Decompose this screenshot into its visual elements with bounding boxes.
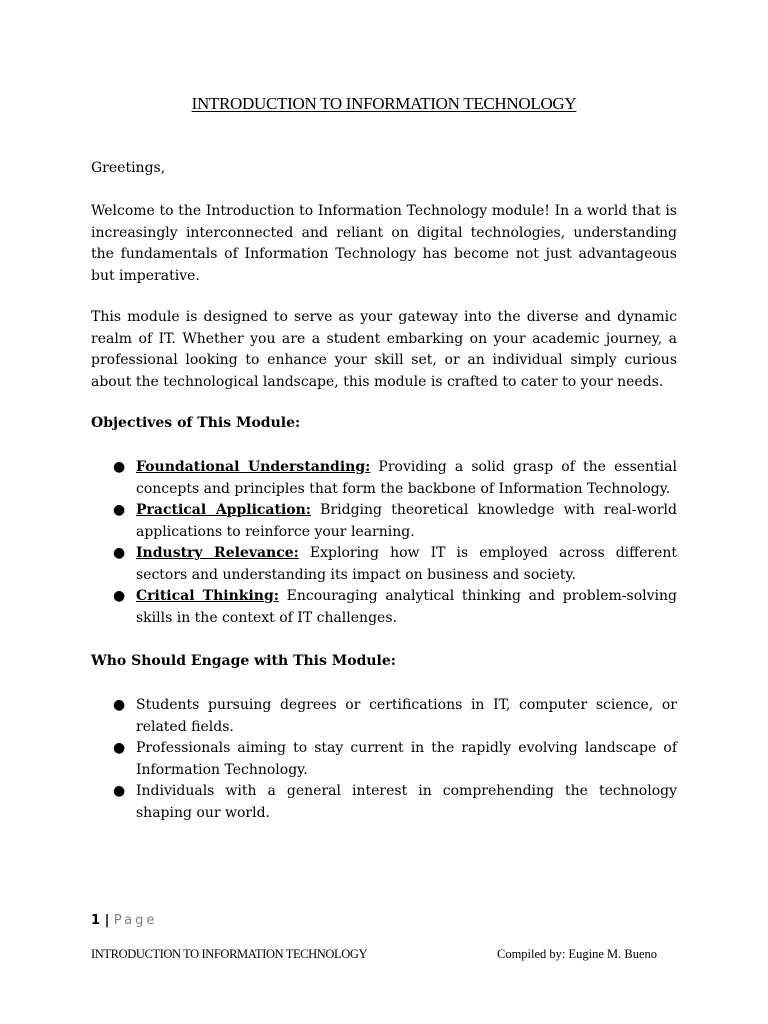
document-title: INTRODUCTION TO INFORMATION TECHNOLOGY [191,94,577,113]
list-item [91,457,677,500]
audience-heading: Who Should Engage with This Module: [91,653,396,669]
objective-text: Encouraging analytical thinking and problem-solving skills in the context of IT challenges. [136,588,677,626]
audience-text: Professionals aiming to stay current in the rapidly evolving landscape of Information Technology. [136,740,677,778]
bullet-icon: ● [113,740,126,756]
list-item [91,695,677,738]
objectives-heading: Objectives of This Module: [91,415,301,431]
greeting: Greetings, [91,160,166,176]
objective-text: Exploring how IT is employed across different sectors and understanding its impact on business and society. [136,545,677,583]
objective-term: Practical Application: [136,502,311,518]
objective-term: Industry Relevance: [136,545,299,561]
audience-text: Students pursuing degrees or certifications in IT, computer science, or related fields. [136,697,677,735]
objective-text: Providing a solid grasp of the essential concepts and principles that form the backbone of Information Technology. [136,459,677,497]
audience-list [91,695,677,824]
footer-compiler: Compiled by: Eugine M. Bueno [497,947,658,961]
page-number [91,913,157,928]
document-page [91,0,677,1024]
objectives-list [91,457,677,629]
bullet-icon: ● [113,502,126,518]
list-item [91,586,677,629]
list-item [91,781,677,824]
bullet-icon: ● [113,783,126,799]
module-description-paragraph: This module is designed to serve as your gateway into the diverse and dynamic realm of IT. Whether you are a student embarking on your academic journey, a professional looking to enhance your skill set, or an individual simply curious about the technological landscape, this module is crafted to cater to your needs. [91,309,677,390]
list-item [91,500,677,543]
intro-paragraph: Welcome to the Introduction to Information Technology module! In a world that is increasingly interconnected and reliant on digital technologies, understanding the fundamentals of Information Technology has become not just advantageous but imperative. [91,203,677,284]
audience-text: Individuals with a general interest in comprehending the technology shaping our world. [136,783,677,821]
bullet-icon: ● [113,459,126,475]
bullet-icon: ● [113,588,126,604]
objective-term: Critical Thinking: [136,588,279,604]
footer-document-title: INTRODUCTION TO INFORMATION TECHNOLOGY [91,947,368,961]
bullet-icon: ● [113,697,126,713]
list-item [91,543,677,586]
page-label: Page [113,913,158,928]
objective-text: Bridging theoretical knowledge with real-world applications to reinforce your learning. [136,502,677,540]
list-item [91,738,677,781]
page-number-separator: | [100,913,114,928]
bullet-icon: ● [113,545,126,561]
objective-term: Foundational Understanding: [136,459,371,475]
page-number-value: 1 [91,913,101,928]
